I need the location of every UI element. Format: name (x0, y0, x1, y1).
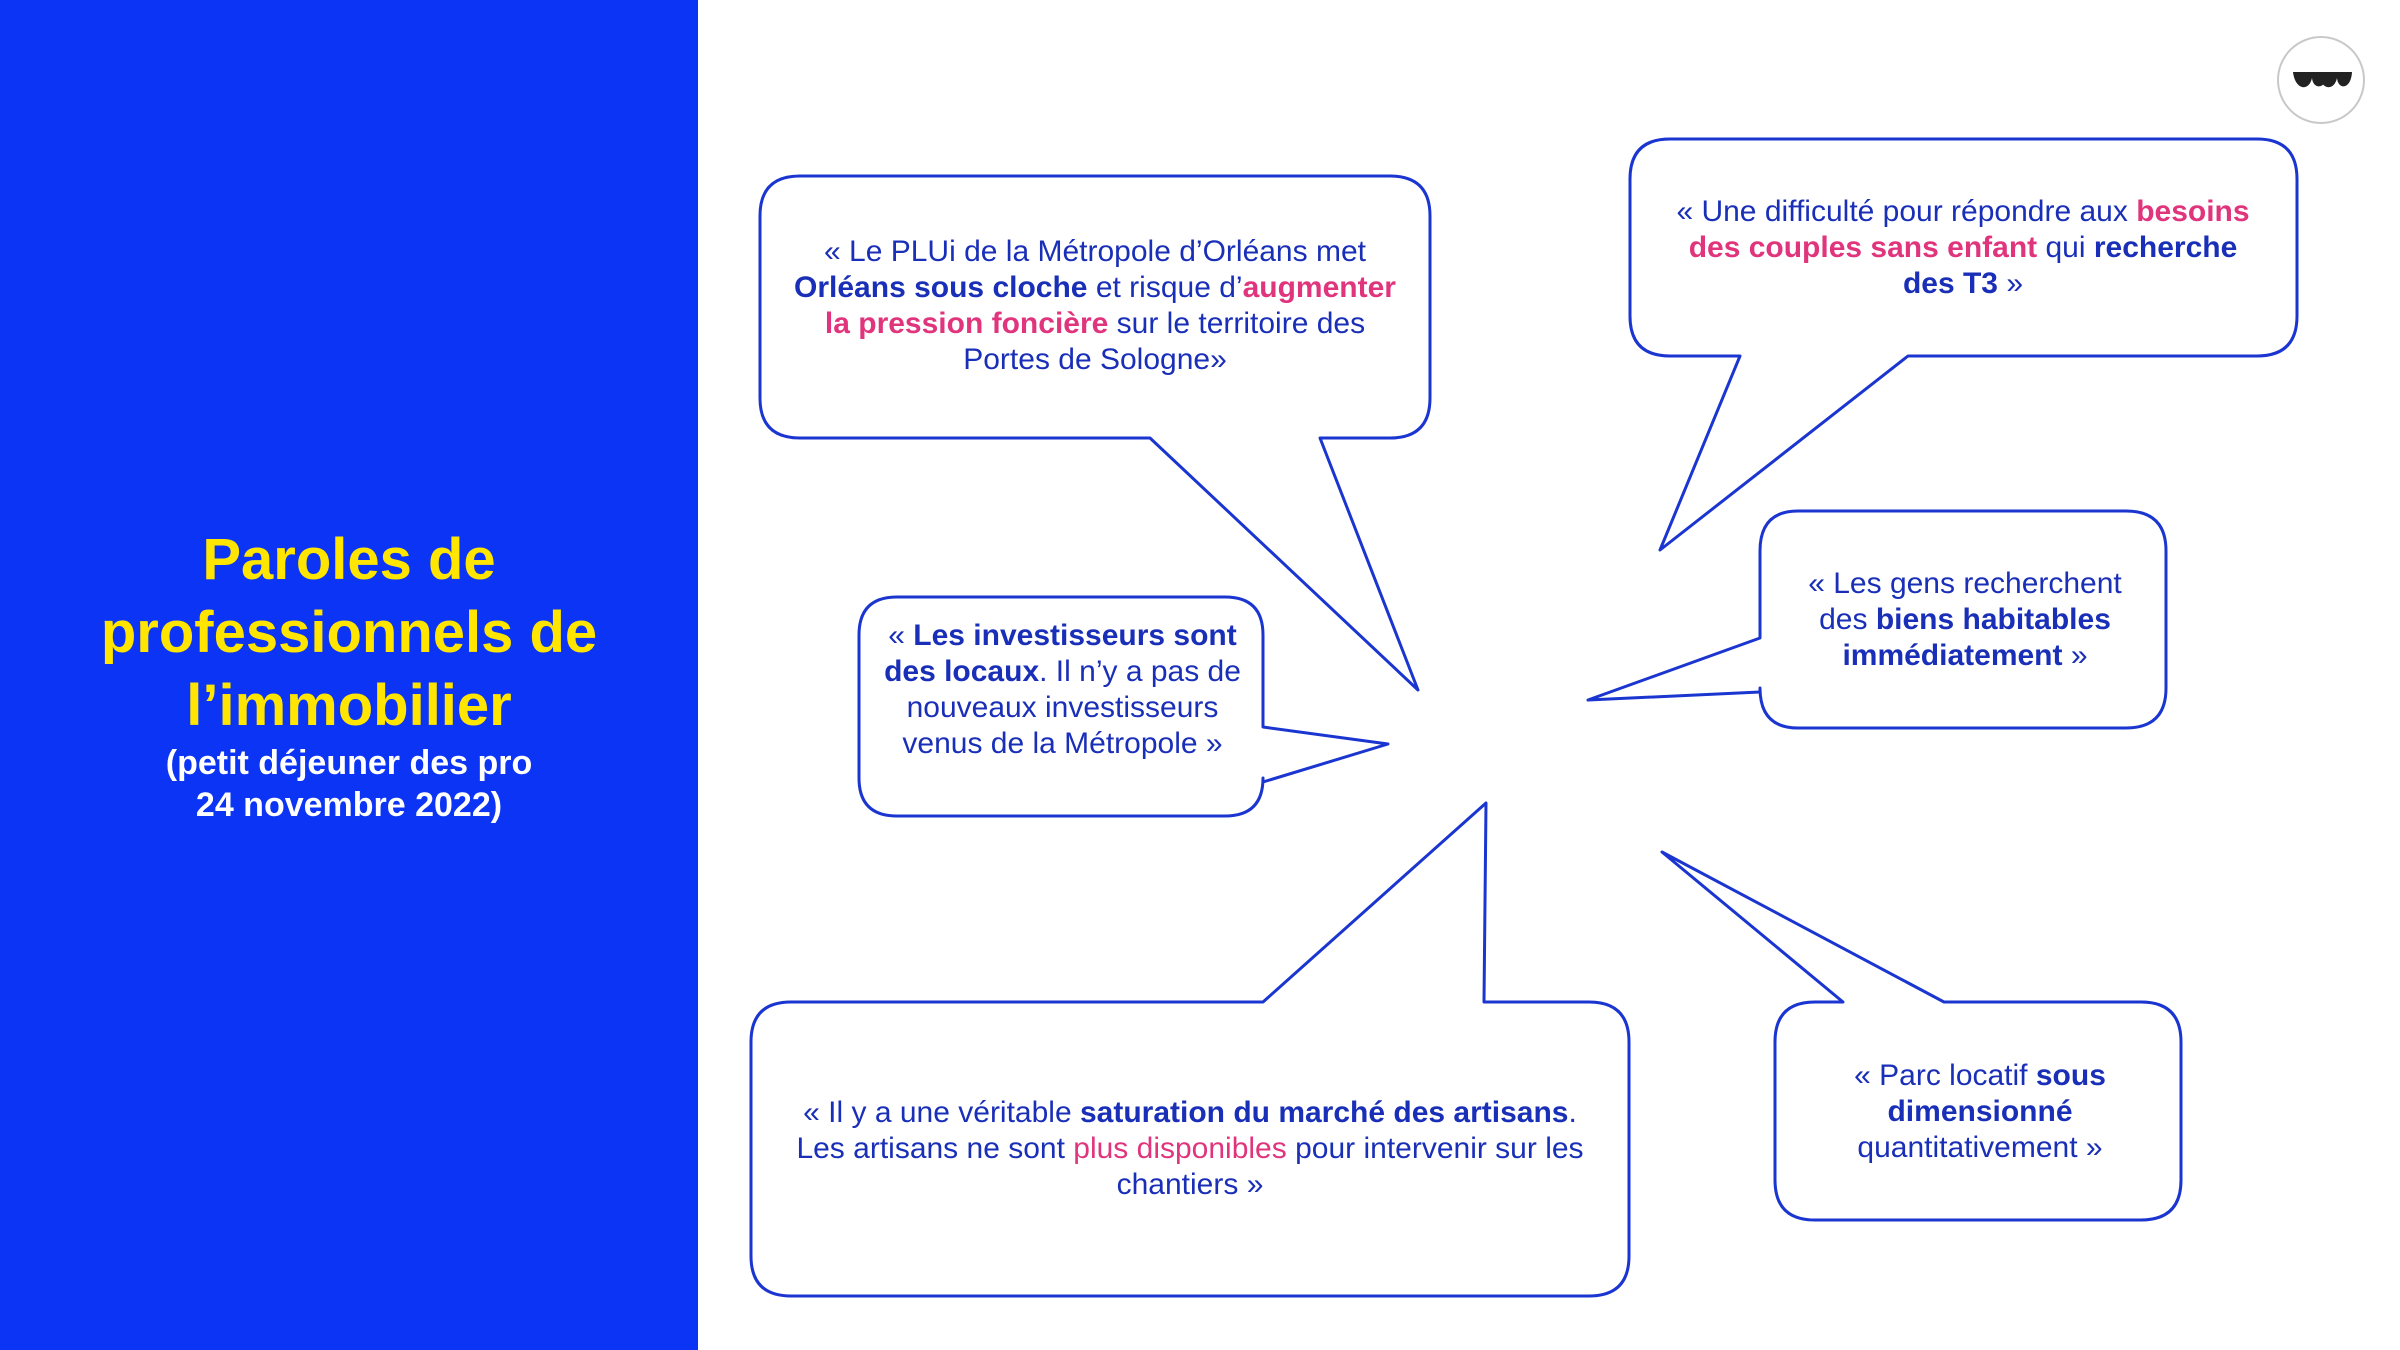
quote-artisans-text-2: . Les artisans ne sont (796, 1096, 1577, 1165)
quote-plui-text-2: et risque d’ (1087, 271, 1243, 304)
quote-locatif-text-2: quantitativement » (1857, 1131, 2103, 1164)
quote-investisseurs (880, 618, 1245, 762)
quote-plui-bold-1: Orléans sous cloche (794, 271, 1088, 304)
quote-habitables-text-1: « Les gens recherchent des (1808, 567, 2122, 636)
quote-couples-highlight-1: besoins des couples sans enfant (1688, 195, 2250, 264)
quote-investisseurs-text-1: « (888, 619, 914, 652)
quote-artisans-text-3: pour intervenir sur les chantiers » (1116, 1132, 1584, 1201)
quote-artisans-highlight-1: plus disponibles (1073, 1132, 1287, 1165)
quote-locatif (1810, 1058, 2150, 1166)
quote-habitables (1790, 566, 2140, 674)
slide-title-line-2: professionnels de (100, 600, 598, 665)
quote-couples-bold-1: recherche des T3 (1902, 231, 2238, 300)
quote-investisseurs-text-2: . Il n’y a pas de nouveaux investisseurs venus de la Métropole » (902, 655, 1241, 760)
quote-couples-text-3: » (1998, 267, 2024, 300)
quote-artisans (780, 1095, 1600, 1203)
quote-artisans-bold-1: saturation du marché des artisans (1079, 1096, 1569, 1129)
quote-couples (1668, 194, 2258, 302)
slide-title-line-3: l’immobilier (186, 673, 512, 738)
slide-subtitle-line-2: 24 novembre 2022) (195, 786, 503, 824)
slide-subtitle-line-1: (petit déjeuner des pro (165, 744, 533, 782)
quote-couples-text-1: « Une difficulté pour répondre aux (1676, 195, 2137, 228)
quote-artisans-text-1: « Il y a une véritable (803, 1096, 1080, 1129)
quote-plui-text-1: « Le PLUi de la Métropole d’Orléans met (824, 235, 1366, 268)
quote-couples-text-2: qui (2037, 231, 2094, 264)
quote-plui-highlight-1: augmenter la pression foncière (824, 271, 1396, 340)
quote-habitables-text-2: » (2062, 639, 2088, 672)
quote-investisseurs-bold-1: Les investisseurs sont des locaux (884, 619, 1237, 688)
quote-locatif-bold-1: sous dimensionné (1887, 1059, 2106, 1128)
quote-habitables-bold-1: biens habitables immédiatement (1842, 603, 2111, 672)
quote-plui-text-3: sur le territoire des Portes de Sologne» (963, 307, 1366, 376)
quote-locatif-text-1: « Parc locatif (1854, 1059, 2036, 1092)
slide-title-line-1: Paroles de (202, 527, 496, 592)
bubble-artisans-outline (751, 803, 1629, 1296)
quote-plui (790, 234, 1400, 378)
